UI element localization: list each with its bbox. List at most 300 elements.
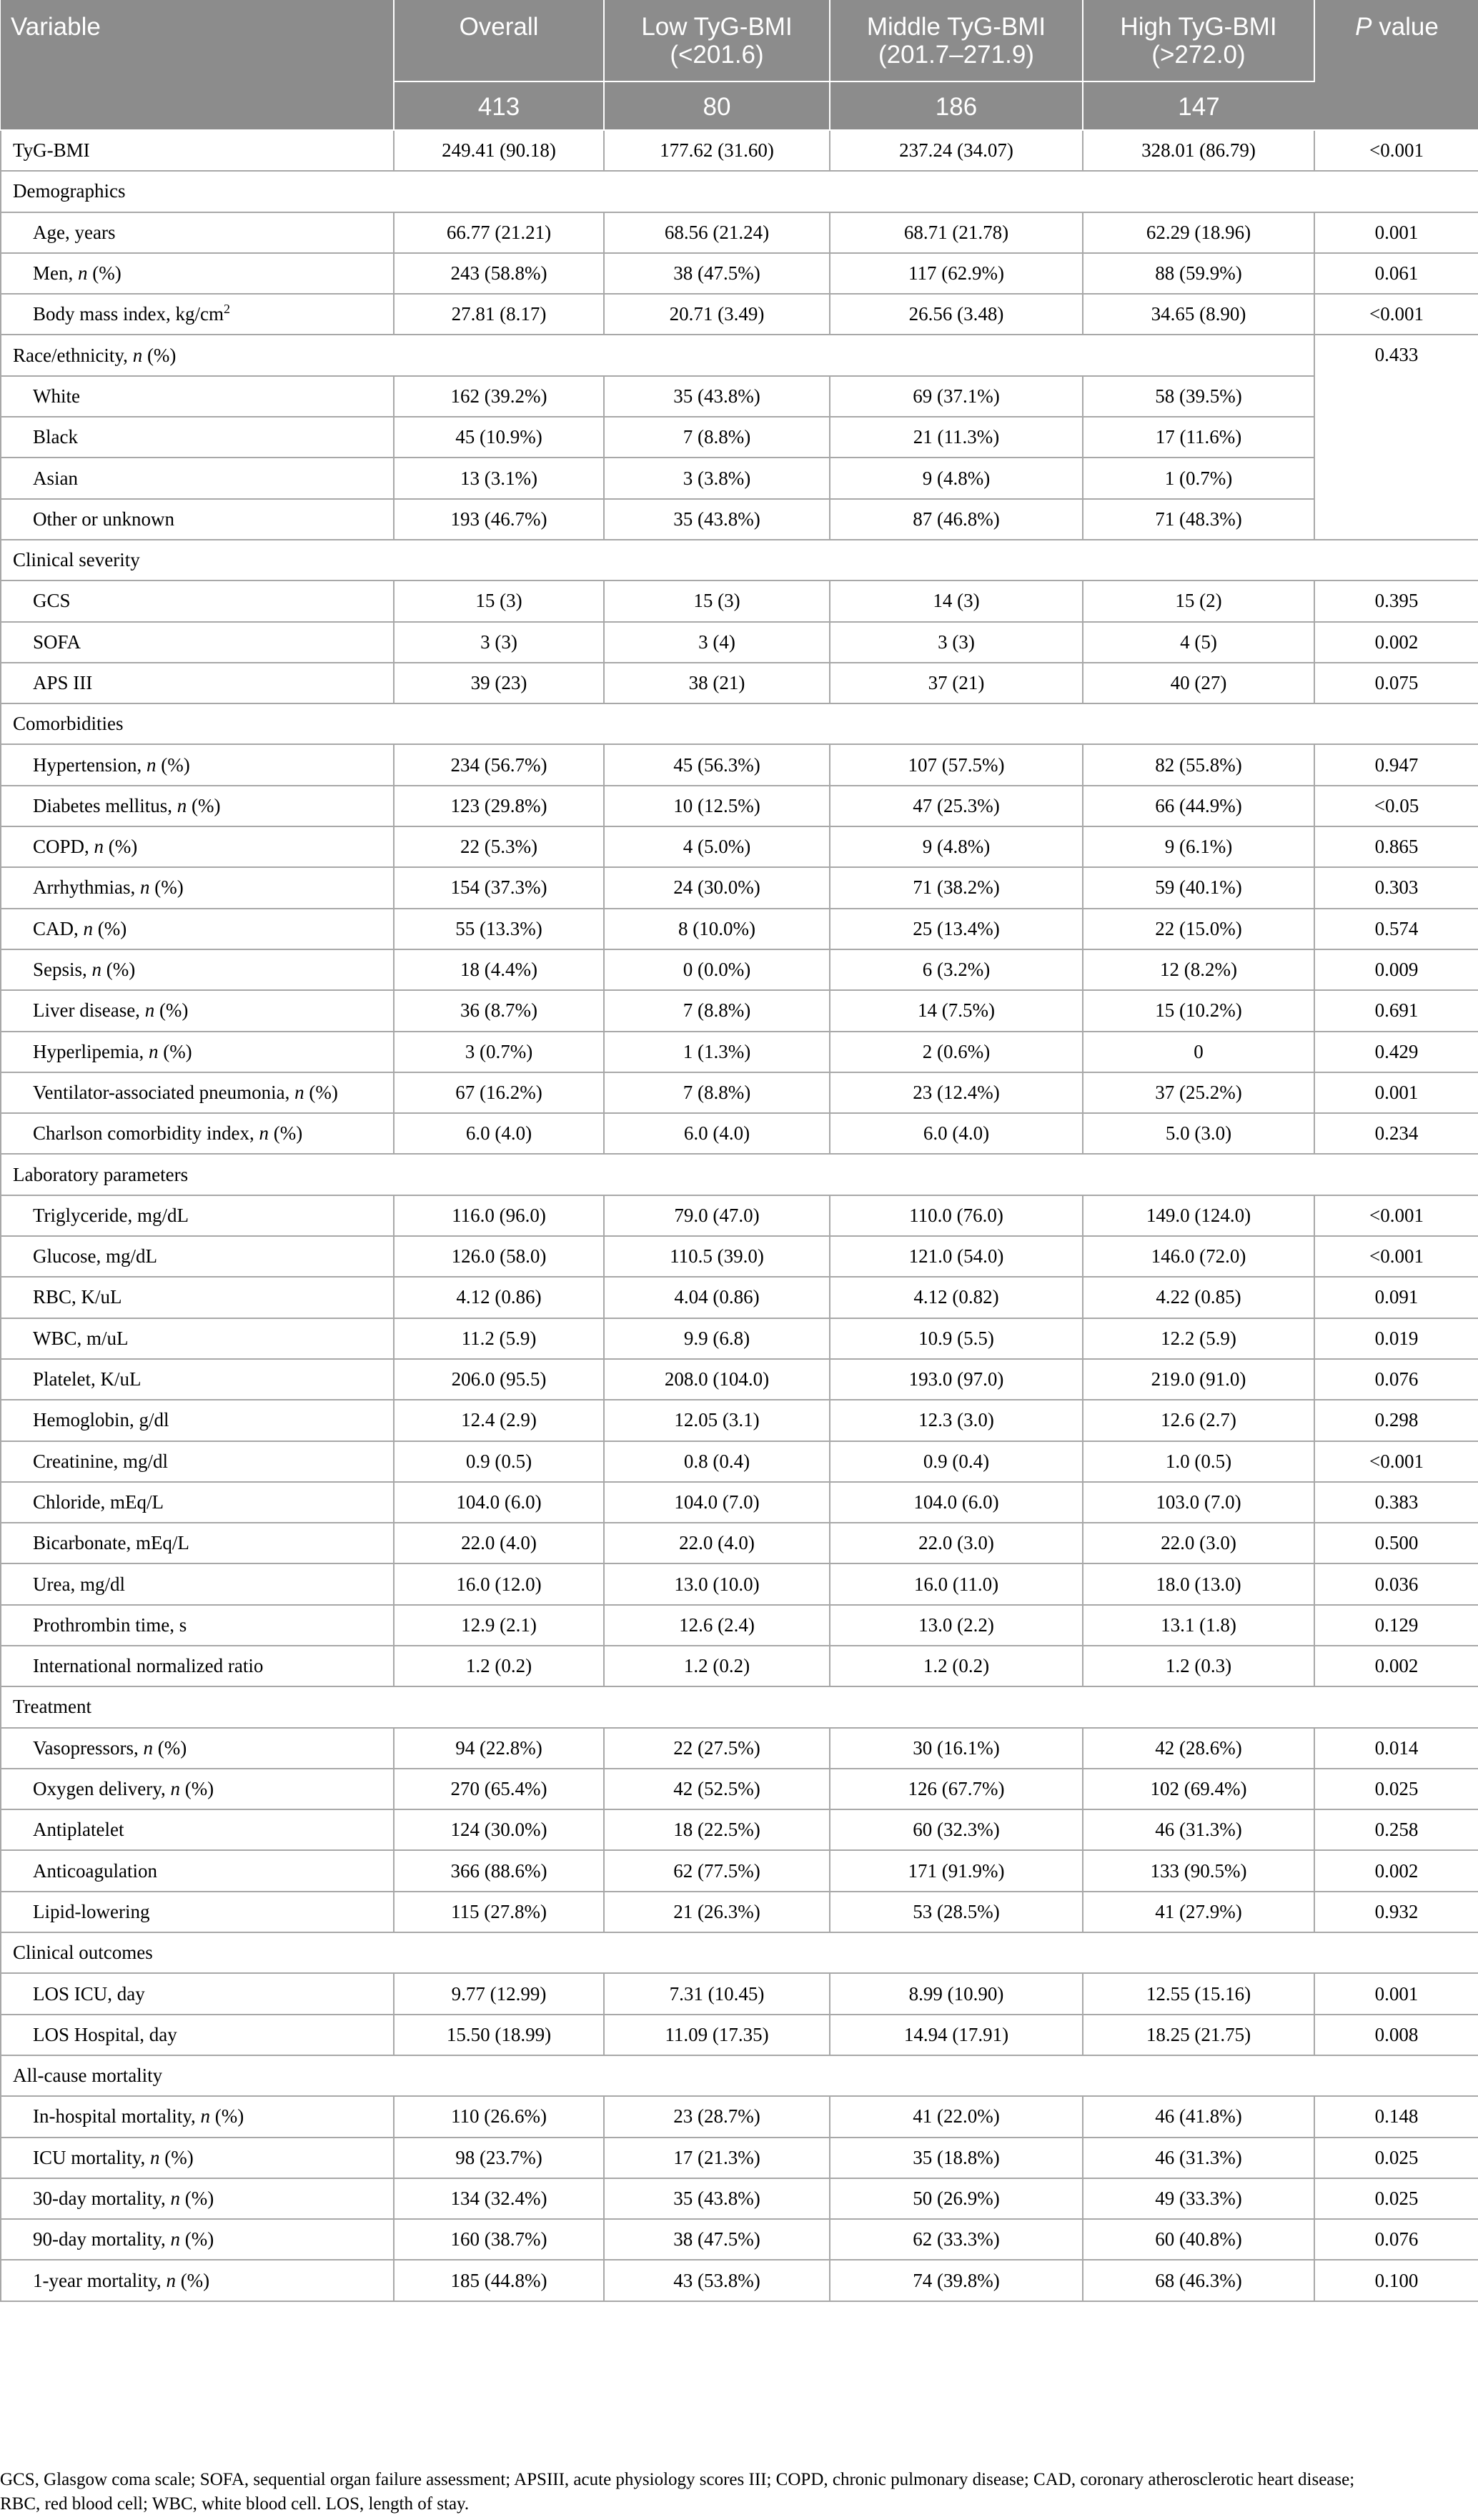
cell-high: 328.01 (86.79)	[1083, 130, 1314, 171]
cell-low: 110.5 (39.0)	[604, 1236, 830, 1277]
row-label-text: CAD,	[33, 917, 84, 939]
row-label-italic: n	[170, 2228, 180, 2250]
table-row	[1, 867, 1478, 908]
cell-low: 22 (27.5%)	[604, 1728, 830, 1769]
cell-low: 6.0 (4.0)	[604, 1113, 830, 1154]
row-label-text: 90-day mortality,	[33, 2228, 171, 2250]
row-label-text: International normalized ratio	[33, 1655, 264, 1677]
row-label	[1, 130, 394, 171]
cell-overall: 124 (30.0%)	[394, 1809, 604, 1850]
cell-high: 18.0 (13.0)	[1083, 1563, 1314, 1604]
cell-low: 45 (56.3%)	[604, 744, 830, 785]
header-p-rest: value	[1372, 13, 1439, 41]
table-row	[1, 212, 1478, 253]
row-label	[1, 376, 394, 417]
row-label-italic: n	[200, 2105, 210, 2128]
row-label-text: Diabetes mellitus,	[33, 794, 177, 816]
cell-overall: 36 (8.7%)	[394, 990, 604, 1031]
cell-overall: 27.81 (8.17)	[394, 294, 604, 335]
cell-low: 20.71 (3.49)	[604, 294, 830, 335]
row-label	[1, 253, 394, 294]
cell-high: 22 (15.0%)	[1083, 909, 1314, 949]
table-row	[1, 1809, 1478, 1850]
cell-high: 4.22 (0.85)	[1083, 1277, 1314, 1318]
table-row	[1, 1605, 1478, 1646]
row-label-text: Vasopressors,	[33, 1736, 144, 1759]
row-label-text: Demographics	[13, 180, 126, 202]
cell-overall: 162 (39.2%)	[394, 376, 604, 417]
row-label	[1, 2219, 394, 2260]
row-label-italic: n	[83, 917, 94, 939]
cell-high: 9 (6.1%)	[1083, 826, 1314, 867]
cell-overall: 22 (5.3%)	[394, 826, 604, 867]
row-label	[1, 1523, 394, 1563]
cell-low: 4 (5.0%)	[604, 826, 830, 867]
row-label-text: Urea, mg/dl	[33, 1573, 125, 1595]
cell-high: 46 (31.3%)	[1083, 2138, 1314, 2178]
cell-middle: 110.0 (76.0)	[830, 1195, 1083, 1236]
cell-overall: 243 (58.8%)	[394, 253, 604, 294]
row-label-text: 30-day mortality,	[33, 2187, 171, 2209]
section-row	[1, 540, 1478, 580]
cell-low: 7.31 (10.45)	[604, 1973, 830, 2014]
row-label	[1, 458, 394, 498]
cell-low: 38 (21)	[604, 663, 830, 703]
cell-middle: 23 (12.4%)	[830, 1072, 1083, 1113]
cell-middle: 50 (26.9%)	[830, 2178, 1083, 2219]
cell-middle: 121.0 (54.0)	[830, 1236, 1083, 1277]
section-row	[1, 703, 1478, 744]
cell-low: 4.04 (0.86)	[604, 1277, 830, 1318]
row-label-suffix: (%)	[159, 2146, 194, 2168]
cell-high: 12.2 (5.9)	[1083, 1318, 1314, 1359]
cell-middle: 26.56 (3.48)	[830, 294, 1083, 335]
row-label-suffix: (%)	[104, 836, 138, 858]
cell-low: 208.0 (104.0)	[604, 1359, 830, 1400]
section-label	[1, 703, 1478, 744]
cell-p-value: <0.001	[1314, 1195, 1478, 1236]
cell-overall: 3 (0.7%)	[394, 1032, 604, 1072]
table-row	[1, 580, 1478, 621]
cell-high: 49 (33.3%)	[1083, 2178, 1314, 2219]
table-row	[1, 2096, 1478, 2137]
table-row	[1, 949, 1478, 990]
cell-p-value: 0.091	[1314, 1277, 1478, 1318]
cell-low: 7 (8.8%)	[604, 1072, 830, 1113]
cell-middle: 14.94 (17.91)	[830, 2015, 1083, 2055]
cell-overall: 98 (23.7%)	[394, 2138, 604, 2178]
row-label-text: Hypertension,	[33, 753, 147, 776]
p-value-cell: 0.433	[1314, 335, 1478, 539]
row-label-italic: n	[78, 262, 88, 285]
cell-p-value: <0.001	[1314, 1441, 1478, 1482]
cell-p-value: 0.001	[1314, 212, 1478, 253]
row-label	[1, 1563, 394, 1604]
cell-p-value: 0.383	[1314, 1482, 1478, 1523]
cell-high: 82 (55.8%)	[1083, 744, 1314, 785]
cell-high: 1 (0.7%)	[1083, 458, 1314, 498]
row-label-text: GCS	[33, 590, 71, 612]
row-label-italic: n	[170, 1778, 180, 1800]
row-label-text: Age, years	[33, 221, 116, 243]
cell-overall: 45 (10.9%)	[394, 417, 604, 458]
row-label	[1, 417, 394, 458]
cell-high: 102 (69.4%)	[1083, 1769, 1314, 1809]
row-label	[1, 1072, 394, 1113]
cell-low: 21 (26.3%)	[604, 1892, 830, 1932]
cell-low: 12.05 (3.1)	[604, 1400, 830, 1441]
cell-high: 133 (90.5%)	[1083, 1850, 1314, 1891]
row-label-suffix: (%)	[87, 262, 121, 285]
cell-high: 5.0 (3.0)	[1083, 1113, 1314, 1154]
cell-high: 22.0 (3.0)	[1083, 1523, 1314, 1563]
cell-middle: 69 (37.1%)	[830, 376, 1083, 417]
cell-overall: 67 (16.2%)	[394, 1072, 604, 1113]
cell-high: 88 (59.9%)	[1083, 253, 1314, 294]
header-p-value	[1314, 0, 1478, 130]
cell-middle: 71 (38.2%)	[830, 867, 1083, 908]
row-label	[1, 1605, 394, 1646]
row-label	[1, 212, 394, 253]
cell-overall: 11.2 (5.9)	[394, 1318, 604, 1359]
cell-high: 12.6 (2.7)	[1083, 1400, 1314, 1441]
row-label	[1, 949, 394, 990]
cell-middle: 16.0 (11.0)	[830, 1563, 1083, 1604]
cell-high: 58 (39.5%)	[1083, 376, 1314, 417]
row-label	[1, 580, 394, 621]
cell-high: 13.1 (1.8)	[1083, 1605, 1314, 1646]
cell-p-value: 0.008	[1314, 2015, 1478, 2055]
row-label	[1, 2015, 394, 2055]
table-row	[1, 1563, 1478, 1604]
table-row	[1, 2178, 1478, 2219]
cell-middle: 4.12 (0.82)	[830, 1277, 1083, 1318]
row-label-text: Comorbidities	[13, 713, 124, 735]
cell-low: 1.2 (0.2)	[604, 1646, 830, 1686]
table-row	[1, 744, 1478, 785]
table-row	[1, 1032, 1478, 1072]
row-label-text: Platelet, K/uL	[33, 1368, 142, 1390]
cell-overall: 12.9 (2.1)	[394, 1605, 604, 1646]
cell-p-value: 0.076	[1314, 1359, 1478, 1400]
row-label-text: TyG-BMI	[13, 139, 90, 162]
cell-high: 4 (5)	[1083, 622, 1314, 663]
cell-overall: 18 (4.4%)	[394, 949, 604, 990]
cell-p-value: 0.148	[1314, 2096, 1478, 2137]
row-label-suffix: (%)	[158, 1040, 192, 1062]
table-row	[1, 1277, 1478, 1318]
cell-high: 40 (27)	[1083, 663, 1314, 703]
cell-p-value: 0.298	[1314, 1400, 1478, 1441]
cell-middle: 171 (91.9%)	[830, 1850, 1083, 1891]
cell-high: 12 (8.2%)	[1083, 949, 1314, 990]
section-row	[1, 2055, 1478, 2096]
row-label-text: White	[33, 385, 80, 407]
row-label-suffix: (%)	[179, 2187, 214, 2209]
cell-low: 104.0 (7.0)	[604, 1482, 830, 1523]
cell-middle: 0.9 (0.4)	[830, 1441, 1083, 1482]
cell-high: 18.25 (21.75)	[1083, 2015, 1314, 2055]
cell-middle: 62 (33.3%)	[830, 2219, 1083, 2260]
cell-middle: 3 (3)	[830, 622, 1083, 663]
cell-overall: 234 (56.7%)	[394, 744, 604, 785]
cell-low: 8 (10.0%)	[604, 909, 830, 949]
cell-low: 18 (22.5%)	[604, 1809, 830, 1850]
header-low-label: Low TyG-BMI	[641, 13, 793, 41]
cell-p-value: 0.947	[1314, 744, 1478, 785]
cell-p-value: 0.395	[1314, 580, 1478, 621]
cell-overall: 366 (88.6%)	[394, 1850, 604, 1891]
cell-p-value: 0.002	[1314, 1850, 1478, 1891]
row-label	[1, 1032, 394, 1072]
cell-p-value: 0.025	[1314, 1769, 1478, 1809]
header-middle-range: (201.7–271.9)	[878, 41, 1034, 69]
row-label	[1, 1850, 394, 1891]
cell-low: 10 (12.5%)	[604, 786, 830, 826]
cell-overall: 104.0 (6.0)	[394, 1482, 604, 1523]
table-row	[1, 786, 1478, 826]
cell-high: 62.29 (18.96)	[1083, 212, 1314, 253]
row-label	[1, 1809, 394, 1850]
cell-overall: 15.50 (18.99)	[394, 2015, 604, 2055]
cell-low: 24 (30.0%)	[604, 867, 830, 908]
row-label-suffix: (%)	[101, 959, 136, 981]
row-label-suffix: (%)	[209, 2105, 244, 2128]
cell-middle: 107 (57.5%)	[830, 744, 1083, 785]
cell-high: 0	[1083, 1032, 1314, 1072]
row-label	[1, 1482, 394, 1523]
cell-overall: 134 (32.4%)	[394, 2178, 604, 2219]
row-label-text: Anticoagulation	[33, 1859, 157, 1882]
table-row	[1, 1072, 1478, 1113]
section-label	[1, 171, 1478, 212]
row-label-text: Race/ethnicity,	[13, 344, 133, 366]
row-label	[1, 1973, 394, 2014]
cell-overall: 16.0 (12.0)	[394, 1563, 604, 1604]
row-label-text: RBC, K/uL	[33, 1286, 122, 1308]
row-label-text: All-cause mortality	[13, 2065, 163, 2087]
cell-middle: 12.3 (3.0)	[830, 1400, 1083, 1441]
cell-p-value: <0.001	[1314, 1236, 1478, 1277]
cell-p-value: 0.002	[1314, 1646, 1478, 1686]
row-label-text: Hemoglobin, g/dl	[33, 1409, 169, 1431]
table-row	[1, 253, 1478, 294]
header-overall: Overall	[394, 0, 604, 81]
header-low	[604, 0, 830, 81]
row-label-italic: n	[91, 959, 102, 981]
cell-low: 68.56 (21.24)	[604, 212, 830, 253]
table-row	[1, 990, 1478, 1031]
table-row	[1, 826, 1478, 867]
table-row	[1, 909, 1478, 949]
cell-low: 79.0 (47.0)	[604, 1195, 830, 1236]
row-label	[1, 826, 394, 867]
cell-middle: 87 (46.8%)	[830, 499, 1083, 540]
cell-low: 43 (53.8%)	[604, 2260, 830, 2301]
table-body	[1, 130, 1478, 2301]
cell-high: 17 (11.6%)	[1083, 417, 1314, 458]
row-label-text: 1-year mortality,	[33, 2269, 167, 2291]
table-row	[1, 130, 1478, 171]
header-high-range: (>272.0)	[1151, 41, 1246, 69]
cell-middle: 117 (62.9%)	[830, 253, 1083, 294]
table-row	[1, 1400, 1478, 1441]
row-label-text: Men,	[33, 262, 78, 285]
cell-p-value: 0.865	[1314, 826, 1478, 867]
cell-overall: 126.0 (58.0)	[394, 1236, 604, 1277]
cell-middle: 193.0 (97.0)	[830, 1359, 1083, 1400]
row-label-italic: n	[143, 1736, 153, 1759]
table-row	[1, 499, 1478, 540]
cell-p-value: 0.076	[1314, 2219, 1478, 2260]
row-label-suffix: (%)	[93, 917, 127, 939]
cell-low: 11.09 (17.35)	[604, 2015, 830, 2055]
cell-low: 38 (47.5%)	[604, 2219, 830, 2260]
row-label-italic: n	[177, 794, 187, 816]
cell-high: 71 (48.3%)	[1083, 499, 1314, 540]
row-label	[1, 1236, 394, 1277]
row-label-italic: n	[148, 1040, 159, 1062]
cell-p-value: 0.075	[1314, 663, 1478, 703]
section-label	[1, 1686, 1478, 1727]
cell-middle: 14 (3)	[830, 580, 1083, 621]
row-label-text: Bicarbonate, mEq/L	[33, 1532, 189, 1554]
cell-middle: 60 (32.3%)	[830, 1809, 1083, 1850]
cell-low: 38 (47.5%)	[604, 253, 830, 294]
cell-p-value: 0.500	[1314, 1523, 1478, 1563]
row-label	[1, 1113, 394, 1154]
cell-overall: 0.9 (0.5)	[394, 1441, 604, 1482]
table-row	[1, 1973, 1478, 2014]
cell-middle: 35 (18.8%)	[830, 2138, 1083, 2178]
cell-p-value: 0.574	[1314, 909, 1478, 949]
table-header	[1, 0, 1478, 130]
section-row	[1, 1932, 1478, 1973]
cell-low: 7 (8.8%)	[604, 990, 830, 1031]
section-label	[1, 335, 1314, 375]
cell-low: 9.9 (6.8)	[604, 1318, 830, 1359]
table-row	[1, 1892, 1478, 1932]
row-label	[1, 867, 394, 908]
cell-overall: 249.41 (90.18)	[394, 130, 604, 171]
table-row	[1, 294, 1478, 335]
section-label	[1, 1154, 1478, 1195]
cell-high: 12.55 (15.16)	[1083, 1973, 1314, 2014]
row-label	[1, 2178, 394, 2219]
row-label-italic: n	[149, 2146, 160, 2168]
cell-middle: 22.0 (3.0)	[830, 1523, 1083, 1563]
cell-p-value: 0.234	[1314, 1113, 1478, 1154]
cell-overall: 13 (3.1%)	[394, 458, 604, 498]
row-label	[1, 1359, 394, 1400]
row-label-text: COPD,	[33, 836, 94, 858]
cell-middle: 74 (39.8%)	[830, 2260, 1083, 2301]
row-label-suffix: (%)	[179, 1778, 214, 1800]
row-label-suffix: (%)	[304, 1081, 338, 1103]
cell-high: 146.0 (72.0)	[1083, 1236, 1314, 1277]
row-label	[1, 1318, 394, 1359]
cell-low: 35 (43.8%)	[604, 376, 830, 417]
row-label-text: Clinical severity	[13, 549, 140, 571]
table-row	[1, 1441, 1478, 1482]
cell-low: 42 (52.5%)	[604, 1769, 830, 1809]
cell-low: 12.6 (2.4)	[604, 1605, 830, 1646]
cell-low: 13.0 (10.0)	[604, 1563, 830, 1604]
cell-high: 59 (40.1%)	[1083, 867, 1314, 908]
row-label-suffix: (%)	[153, 1736, 187, 1759]
header-n-high: 147	[1083, 81, 1314, 130]
cell-overall: 6.0 (4.0)	[394, 1113, 604, 1154]
cell-p-value: 0.036	[1314, 1563, 1478, 1604]
table-row	[1, 1728, 1478, 1769]
table-row	[1, 1113, 1478, 1154]
cell-overall: 66.77 (21.21)	[394, 212, 604, 253]
cell-overall: 22.0 (4.0)	[394, 1523, 604, 1563]
cell-middle: 126 (67.7%)	[830, 1769, 1083, 1809]
row-label-text: Sepsis,	[33, 959, 92, 981]
row-label-italic: n	[294, 1081, 304, 1103]
cell-low: 177.62 (31.60)	[604, 130, 830, 171]
row-label	[1, 1892, 394, 1932]
row-label	[1, 294, 394, 335]
cell-low: 3 (3.8%)	[604, 458, 830, 498]
table-row	[1, 2138, 1478, 2178]
section-label	[1, 540, 1478, 580]
row-label-suffix: (%)	[187, 794, 221, 816]
cell-p-value: <0.001	[1314, 130, 1478, 171]
cell-high: 15 (10.2%)	[1083, 990, 1314, 1031]
cell-high: 66 (44.9%)	[1083, 786, 1314, 826]
row-label-text: LOS ICU, day	[33, 1982, 145, 2005]
cell-middle: 13.0 (2.2)	[830, 1605, 1083, 1646]
cell-p-value: <0.05	[1314, 786, 1478, 826]
cell-low: 22.0 (4.0)	[604, 1523, 830, 1563]
cell-p-value: 0.061	[1314, 253, 1478, 294]
cell-high: 46 (31.3%)	[1083, 1809, 1314, 1850]
row-label-text: In-hospital mortality,	[33, 2105, 201, 2128]
table-row	[1, 2219, 1478, 2260]
cell-high: 103.0 (7.0)	[1083, 1482, 1314, 1523]
row-label-text: Clinical outcomes	[13, 1942, 153, 1964]
row-label-text: Asian	[33, 467, 78, 489]
cell-p-value: 0.002	[1314, 622, 1478, 663]
table-row	[1, 1646, 1478, 1686]
table-row	[1, 2260, 1478, 2301]
cell-overall: 115 (27.8%)	[394, 1892, 604, 1932]
header-high	[1083, 0, 1314, 81]
header-variable: Variable	[1, 0, 394, 130]
row-label	[1, 1441, 394, 1482]
table-row	[1, 376, 1478, 417]
cell-high: 42 (28.6%)	[1083, 1728, 1314, 1769]
cell-low: 3 (4)	[604, 622, 830, 663]
cell-overall: 55 (13.3%)	[394, 909, 604, 949]
cell-middle: 104.0 (6.0)	[830, 1482, 1083, 1523]
cell-high: 60 (40.8%)	[1083, 2219, 1314, 2260]
cell-p-value: 0.001	[1314, 1973, 1478, 2014]
row-label-suffix: (%)	[142, 344, 177, 366]
row-label	[1, 786, 394, 826]
row-label-suffix: (%)	[179, 2228, 214, 2250]
table-row	[1, 1195, 1478, 1236]
row-label-italic: n	[259, 1122, 269, 1145]
row-label-suffix: (%)	[175, 2269, 210, 2291]
cell-middle: 8.99 (10.90)	[830, 1973, 1083, 2014]
row-label	[1, 1195, 394, 1236]
cell-overall: 116.0 (96.0)	[394, 1195, 604, 1236]
cell-high: 15 (2)	[1083, 580, 1314, 621]
row-label-text: APS III	[33, 672, 93, 693]
